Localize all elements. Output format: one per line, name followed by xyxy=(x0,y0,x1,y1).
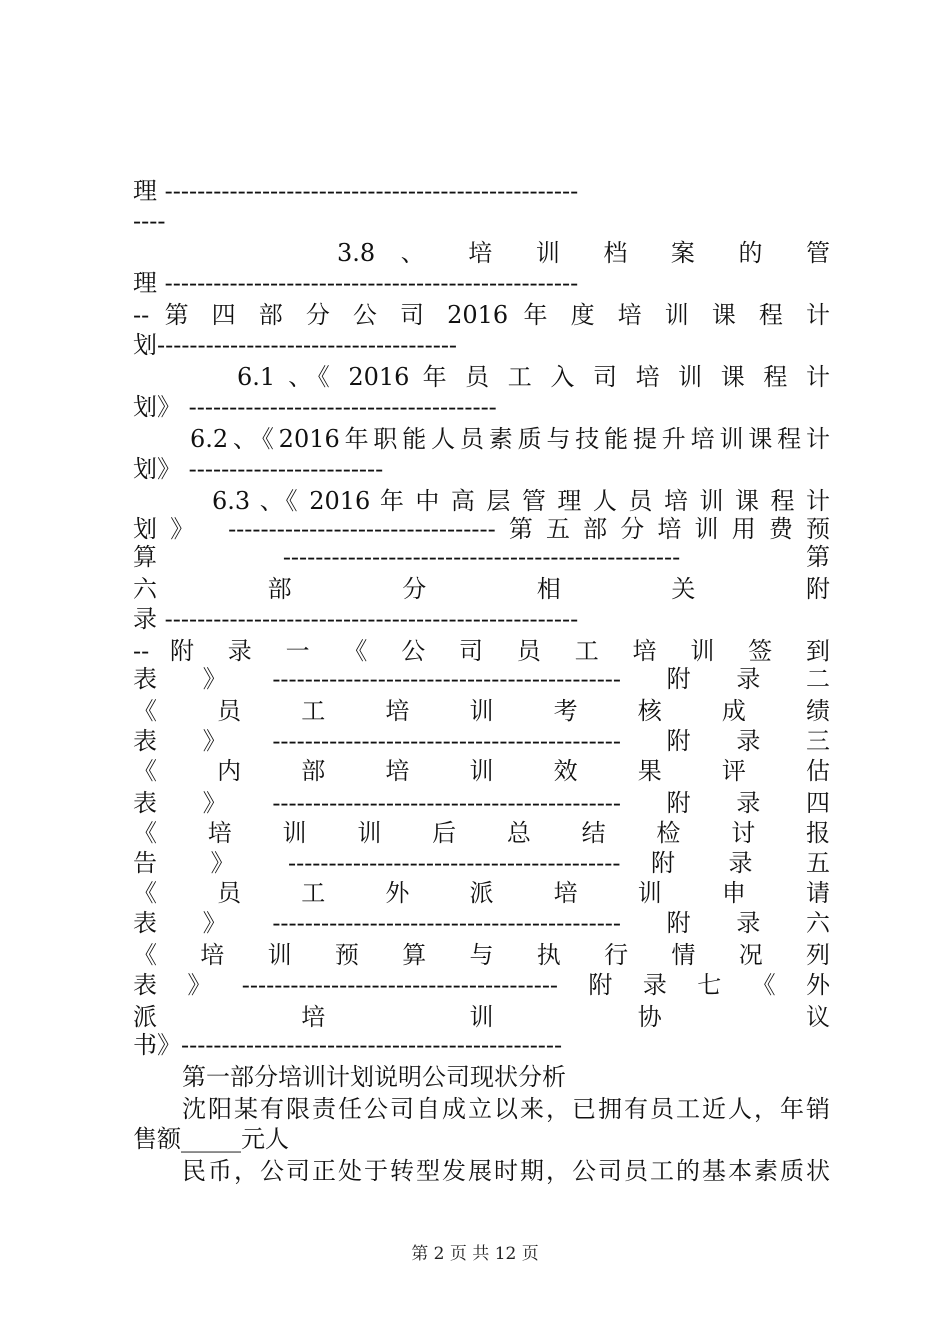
toc-line-8: 划》 -------------------------------------- xyxy=(133,393,497,421)
toc-line-6: 划------------------------------------- xyxy=(133,331,458,359)
toc-line-5: -- 第 四 部 分 公 司 2016 年 度 培 训 课 程 计 xyxy=(133,301,830,329)
toc-line-23: 告 》 ----------------------------------------- 附 录 五 xyxy=(133,849,830,877)
toc-line-2: ---- xyxy=(133,207,166,235)
toc-line-22: 《 培 训 训 后 总 结 检 讨 报 xyxy=(133,819,830,847)
toc-line-10: 划》 ------------------------ xyxy=(133,455,384,483)
toc-line-24: 《 员 工 外 派 培 训 申 请 xyxy=(133,879,830,907)
body-line-2: 售额_____元人 xyxy=(133,1125,289,1153)
section-heading: 第一部分培训计划说明公司现状分析 xyxy=(182,1063,566,1091)
toc-line-21: 表》-------------------------------------------附录四 xyxy=(133,789,830,817)
body-line-1: 沈阳某有限责任公司自成立以来，已拥有员工近人，年销 xyxy=(182,1095,830,1123)
toc-line-19: 表》-------------------------------------------附录三 xyxy=(133,727,830,755)
toc-line-4: 理 --------------------------------------------------- xyxy=(133,269,579,297)
toc-line-3: 3.8 、 培 训 档 案 的 管 xyxy=(337,239,830,267)
toc-line-17: 表》-------------------------------------------附录二 xyxy=(133,665,830,693)
page-footer: 第 2 页 共 12 页 xyxy=(411,1244,539,1264)
toc-line-26: 《 培 训 预 算 与 执 行 情 况 列 xyxy=(133,941,830,969)
toc-line-7: 6.1 、《 2016 年 员 工 入 司 培 训 课 程 计 xyxy=(237,363,830,391)
toc-line-18: 《 员 工 培 训 考 核 成 绩 xyxy=(133,697,830,725)
toc-line-11: 6.3 、《 2016 年 中 高 层 管 理 人 员 培 训 课 程 计 xyxy=(212,487,830,515)
toc-line-12: 划》 ---------------------------------第五部分培训用费预 xyxy=(133,515,830,543)
toc-line-20: 《 内 部 培 训 效 果 评 估 xyxy=(133,757,830,785)
toc-line-16: -- 附 录 一 《 公 司 员 工 培 训 签 到 xyxy=(133,637,830,665)
toc-line-25: 表》-------------------------------------------附录六 xyxy=(133,909,830,937)
toc-line-28: 派 培 训 协 议 xyxy=(133,1003,830,1031)
toc-line-14: 六 部 分 相 关 附 xyxy=(133,575,830,603)
toc-line-9: 6.2、《2016年职能人员素质与技能提升培训课程计 xyxy=(190,425,830,453)
toc-line-29: 书》----------------------------------------------- xyxy=(133,1031,563,1059)
toc-line-13: 算-------------------------------------------------第 xyxy=(133,543,830,571)
body-line-3: 民币，公司正处于转型发展时期，公司员工的基本素质状 xyxy=(182,1157,830,1185)
toc-line-27: 表》---------------------------------------附录七《外 xyxy=(133,971,830,999)
toc-line-15: 录 --------------------------------------------------- xyxy=(133,605,579,633)
toc-line-1: 理 --------------------------------------------------- xyxy=(133,177,579,205)
